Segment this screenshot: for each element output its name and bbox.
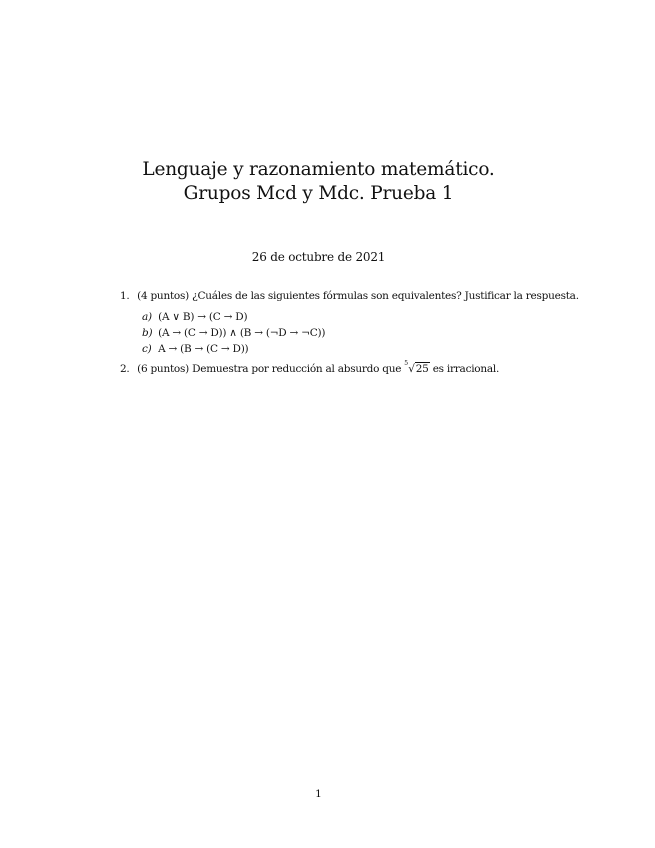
formula-label: b) (142, 327, 153, 339)
problem-list (120, 289, 579, 382)
page-number: 1 (315, 788, 322, 800)
formula-text: A → (B → (C → D)) (158, 343, 249, 355)
formula-text: (A → (C → D)) ∧ (B → (¬D → ¬C)) (158, 327, 326, 339)
root-index: 5 (404, 360, 408, 367)
problem-text-after: es irracional. (432, 363, 500, 375)
radical-icon: √ (408, 363, 415, 375)
title-line-2: Grupos Mcd y Mdc. Prueba 1 (183, 183, 454, 204)
radicand: 25 (415, 363, 429, 375)
nth-root-expression (404, 362, 429, 377)
formula-item-b (142, 325, 550, 341)
formula-label: a) (142, 311, 152, 323)
document-date: 26 de octubre de 2021 (251, 250, 386, 264)
document-title (0, 158, 637, 206)
formula-text: (A ∨ B) → (C → D) (158, 311, 248, 323)
problem-number: 2. (120, 363, 130, 375)
formula-item-c (142, 341, 550, 357)
problem-text: (4 puntos) ¿Cuáles de las siguientes fórmulas son equivalentes? Justificar la respuesta. (137, 290, 579, 302)
formula-list (142, 309, 550, 357)
problem-1 (120, 289, 579, 304)
title-line-1: Lenguaje y razonamiento matemático. (142, 159, 495, 180)
problem-text-before: (6 puntos) Demuestra por reducción al absurdo que (137, 363, 402, 375)
formula-label: c) (142, 343, 152, 355)
problem-number: 1. (120, 290, 130, 302)
problem-2 (120, 362, 550, 377)
formula-item-a (142, 309, 550, 325)
